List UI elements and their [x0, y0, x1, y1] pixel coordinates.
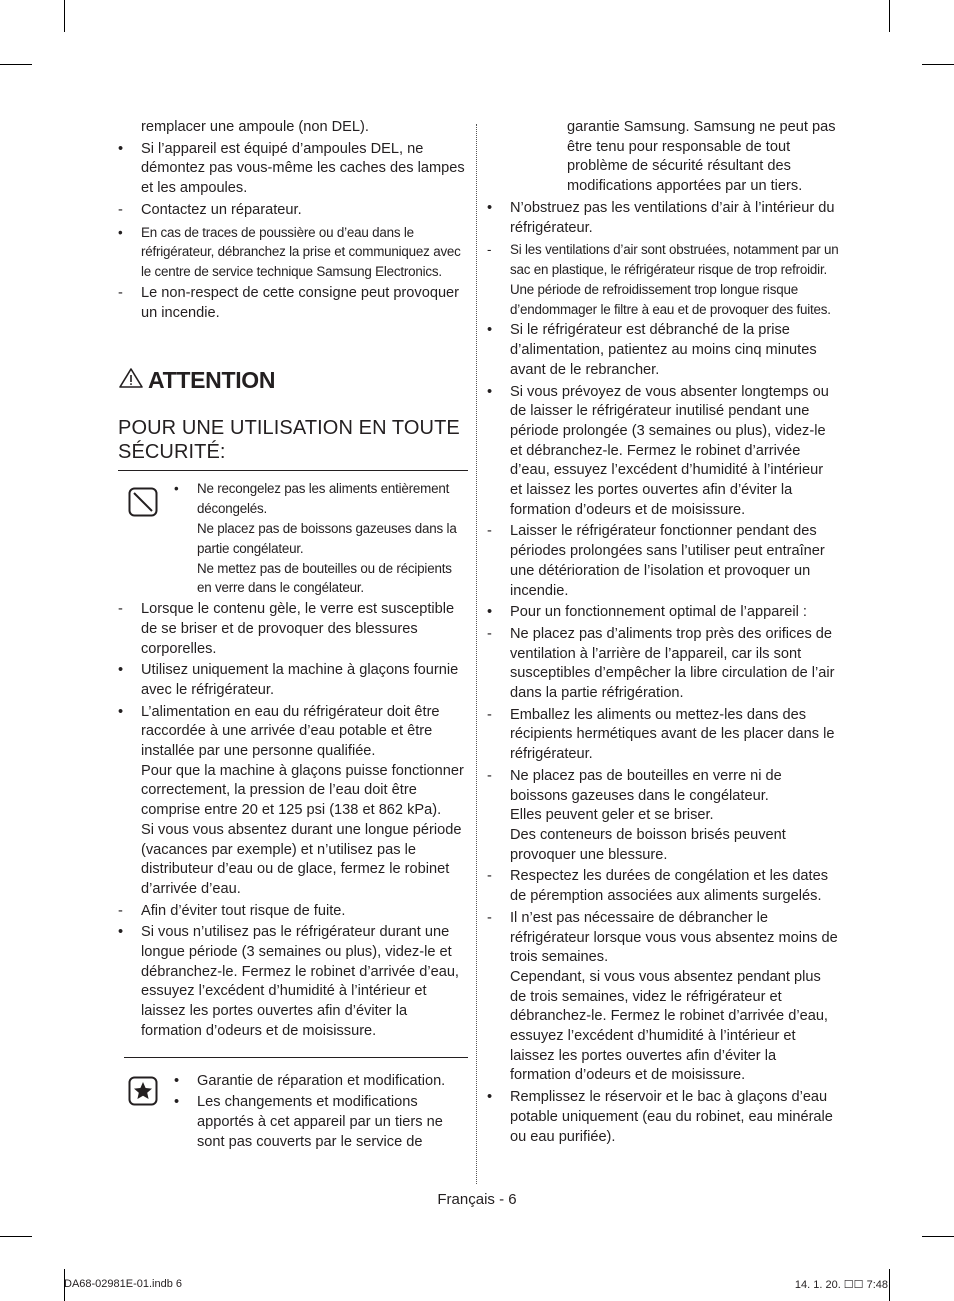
safety-list [118, 600, 468, 1041]
attention-heading [118, 366, 468, 396]
crop-mark [889, 1269, 890, 1301]
list-item: - Lorsque le contenu gèle, le verre est susceptible de se briser et de provoquer des blessures corporelles. [118, 601, 455, 657]
list-item: • Si le réfrigérateur est débranché de la prise d’alimentation, patientez au moins cinq minutes avant de le rebrancher. [487, 322, 817, 378]
crop-mark [889, 0, 890, 32]
list-item: - Il n’est pas nécessaire de débrancher le réfrigérateur lorsque vous vous absentez moins de trois semaines. [487, 909, 838, 966]
no-freeze-icon [128, 487, 158, 517]
list-item: Pour que la machine à glaçons puisse fonctionner correctement, la pression de l’eau doit être comprise entre 20 et 125 psi (138 et 862 kPa). [141, 762, 464, 819]
list-item: Des conteneurs de boisson brisés peuvent provoquer une blessure. [510, 826, 786, 863]
warranty-continuation: garantie Samsung. Samsung ne peut pas être tenu pour responsable de tout problème de sécurité résultant des modifications apportées par un tiers. [567, 119, 836, 195]
list-item: • Les changements et modifications apportés à cet appareil par un tiers ne sont pas couverts par le service de [174, 1094, 443, 1150]
section-title: POUR UNE UTILISATION EN TOUTE SÉCURITÉ: [118, 416, 468, 471]
list-item: • Remplissez le réservoir et le bac à glaçons d’eau potable uniquement (eau du robinet, eau minérale ou eau purifiée). [487, 1089, 833, 1145]
freeze-note [118, 479, 468, 598]
list-item: - Ne placez pas d’aliments trop près des orifices de ventilation à l’arrière de l’appareil, car ils sont susceptibles d’empêcher la libre circulation de l’air dans la partie réfrigération. [487, 625, 835, 702]
left-column [118, 118, 468, 1154]
list-item: • Si l’appareil est équipé d’ampoules DEL, ne démontez pas vous-même les caches des lampes et les ampoules. [118, 140, 465, 197]
warning-triangle-icon [118, 367, 144, 396]
list-item: • Pour un fonctionnement optimal de l’appareil : [487, 604, 807, 621]
crop-mark [0, 1236, 32, 1237]
list-item: • Utilisez uniquement la machine à glaçons fournie avec le réfrigérateur. [118, 662, 459, 698]
print-file-info: DA68-02981E-01.indb 6 [64, 1278, 183, 1290]
list-item: - Le non-respect de cette consigne peut provoquer un incendie. [118, 284, 460, 321]
list-item: - Respectez les durées de congélation et les dates de péremption associées aux aliments surgelés. [487, 868, 829, 905]
list-item: Elles peuvent geler et se briser. [510, 807, 714, 824]
list-item: • Garantie de réparation et modification. [174, 1072, 446, 1089]
list-item: - Ne placez pas de bouteilles en verre ni de boissons gazeuses dans le congélateur. [487, 767, 782, 804]
list-item: • L’alimentation en eau du réfrigérateur doit être raccordée à une arrivée d’eau potable et être installée par une personne qualifiée. [118, 703, 440, 760]
list-item: Si vous vous absentez durant une longue période (vacances par exemple) et n’utilisez pas le distributeur d’eau ou de glace, fermez le robinet d’arrivée d’eau. [141, 821, 462, 897]
list-item: • Si vous n’utilisez pas le réfrigérateur durant une longue période (3 semaines ou plus), videz-le et débranchez-le. Fermez le robinet d’arrivée d’eau, essuyez l’excédent d’humidité à l’intérieur et laissez les portes ouvertes afin d’éviter la formation d’odeurs et de moisissure. [118, 924, 459, 1039]
crop-mark [64, 0, 65, 32]
list-item: - Contactez un réparateur. [118, 201, 302, 218]
star-note-icon [128, 1076, 158, 1106]
list-item: - Laisser le réfrigérateur fonctionner pendant des périodes prolongées sans l’utiliser peut entraîner une détérioration de l’isolation et provoquer un incendie. [487, 523, 825, 599]
list-item: • Si vous prévoyez de vous absenter longtemps ou de laisser le réfrigérateur inutilisé pendant une période prolongée (3 semaines ou plus), videz-le et débranchez-le. Fermez le robinet d’arrivée d’eau, essuyez l’excédent d’humidité à l’intérieur et laissez les portes ouvertes afin d’éviter la formation d’odeurs et de moisissure. [487, 383, 829, 518]
crop-mark [922, 1236, 954, 1237]
list-item: Cependant, si vous vous absentez pendant plus de trois semaines, videz le réfrigérateur et débranchez-le. Fermez le robinet d’arrivée d’eau, essuyez l’excédent d’humidité à l’intérieur et laissez les portes ouvertes afin d’éviter la formation d’odeurs et de moisissure. [510, 968, 828, 1084]
crop-mark [0, 64, 32, 65]
list-item: • En cas de traces de poussière ou d’eau dans le réfrigérateur, débranchez la prise et communiquez avec le centre de service technique Samsung Electronics. [118, 224, 461, 280]
column-divider [476, 124, 477, 1184]
page-number: Français - 6 [437, 1191, 517, 1208]
list-item: remplacer une ampoule (non DEL). [141, 119, 369, 135]
attention-title: ATTENTION [148, 367, 276, 394]
list-item: - Afin d’éviter tout risque de fuite. [118, 902, 346, 919]
crop-mark [922, 64, 954, 65]
list-item: - Emballez les aliments ou mettez-les dans des récipients hermétiques avant de les placer dans le réfrigérateur. [487, 706, 835, 763]
divider-line [124, 1057, 468, 1058]
print-date-info: 14. 1. 20. ☐☐ 7:48 [794, 1279, 888, 1291]
list-item: • N’obstruez pas les ventilations d’air à l’intérieur du réfrigérateur. [487, 199, 835, 236]
list-item: • Ne recongelez pas les aliments entièrement décongelés. Ne placez pas de boissons gazeuses dans la partie congélateur. Ne mettez pas de bouteilles ou de récipients en verre dans le congélateur. [174, 481, 457, 596]
list-item: - Si les ventilations d’air sont obstruées, notamment par un sac en plastique, le réfrigérateur risque de trop refroidir. Une période de refroidissement trop longue risque d’endommager le filtre à eau et de provoquer des fuites. [487, 242, 839, 317]
warranty-note [118, 1072, 468, 1153]
top-list [118, 118, 468, 323]
right-column [487, 118, 839, 1149]
